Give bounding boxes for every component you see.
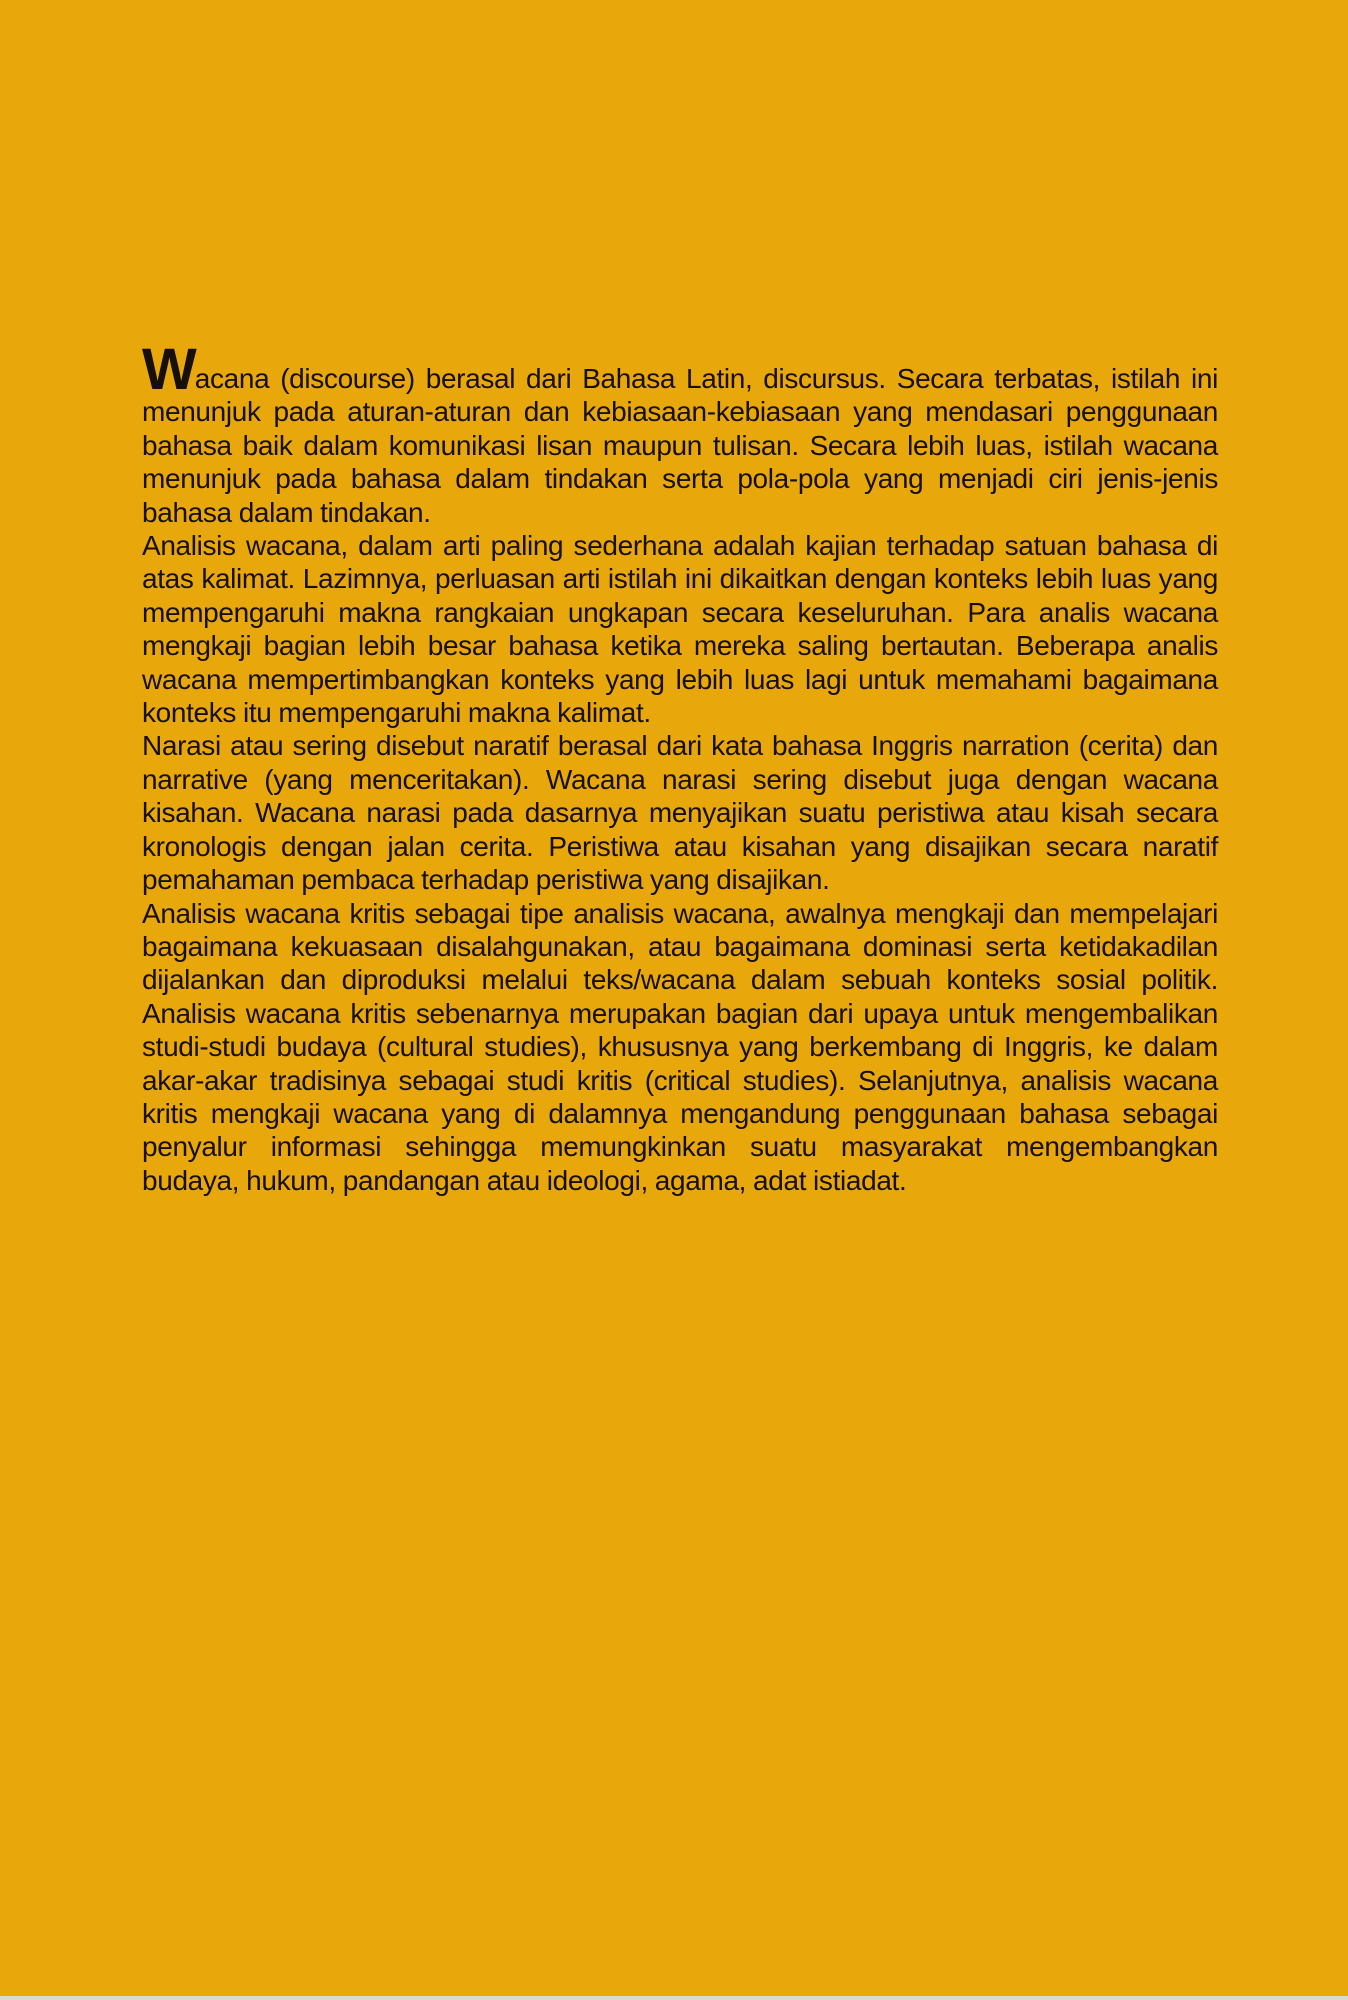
drop-cap: W: [142, 337, 195, 402]
paragraph-intro-text: acana (discourse) berasal dari Bahasa Latin, discursus. Secara terbatas, istilah ini menunjuk pada aturan-aturan dan kebiasaan-kebiasaan yang mendasari penggunaan bahasa baik dalam komunikasi lisan maupun tulisan. Secara lebih luas, istilah wacana menunjuk pada bahasa dalam tindakan serta pola-pola yang menjadi ciri jenis-jenis bahasa dalam tindakan.: [142, 363, 1218, 528]
body-text: [142, 337, 1218, 1197]
paragraph-analisis-wacana: Analisis wacana, dalam arti paling sederhana adalah kajian terhadap satuan bahasa di atas kalimat. Lazimnya, perluasan arti istilah ini dikaitkan dengan konteks lebih luas yang mempengaruhi makna rangkaian ungkapan secara keseluruhan. Para analis wacana mengkaji bagian lebih besar bahasa ketika mereka saling bertautan. Beberapa analis wacana mempertimbangkan konteks yang lebih luas lagi untuk memahami bagaimana konteks itu mempengaruhi makna kalimat.: [142, 530, 1218, 729]
paragraph-narasi: Narasi atau sering disebut naratif berasal dari kata bahasa Inggris narration (cerita) dan narrative (yang menceritakan). Wacana narasi sering disebut juga dengan wacana kisahan. Wacana narasi pada dasarnya menyajikan suatu peristiwa atau kisah secara kronologis dengan jalan cerita. Peristiwa atau kisahan yang disajikan secara naratif pemahaman pembaca terhadap peristiwa yang disajikan.: [142, 730, 1218, 896]
page-bottom-edge: [0, 1996, 1348, 2000]
paragraph-intro: [142, 337, 1218, 529]
paragraph-analisis-wacana-kritis: Analisis wacana kritis sebagai tipe analisis wacana, awalnya mengkaji dan mempelajari bagaimana kekuasaan disalahgunakan, atau bagaimana dominasi serta ketidakadilan dijalankan dan diproduksi melalui teks/wacana dalam sebuah konteks sosial politik. Analisis wacana kritis sebenarnya merupakan bagian dari upaya untuk mengembalikan studi-studi budaya (cultural studies), khususnya yang berkembang di Inggris, ke dalam akar-akar tradisinya sebagai studi kritis (critical studies). Selanjutnya, analisis wacana kritis mengkaji wacana yang di dalamnya mengandung penggunaan bahasa sebagai penyalur informasi sehingga memungkinkan suatu masyarakat mengembangkan budaya, hukum, pandangan atau ideologi, agama, adat istiadat.: [142, 897, 1218, 1196]
